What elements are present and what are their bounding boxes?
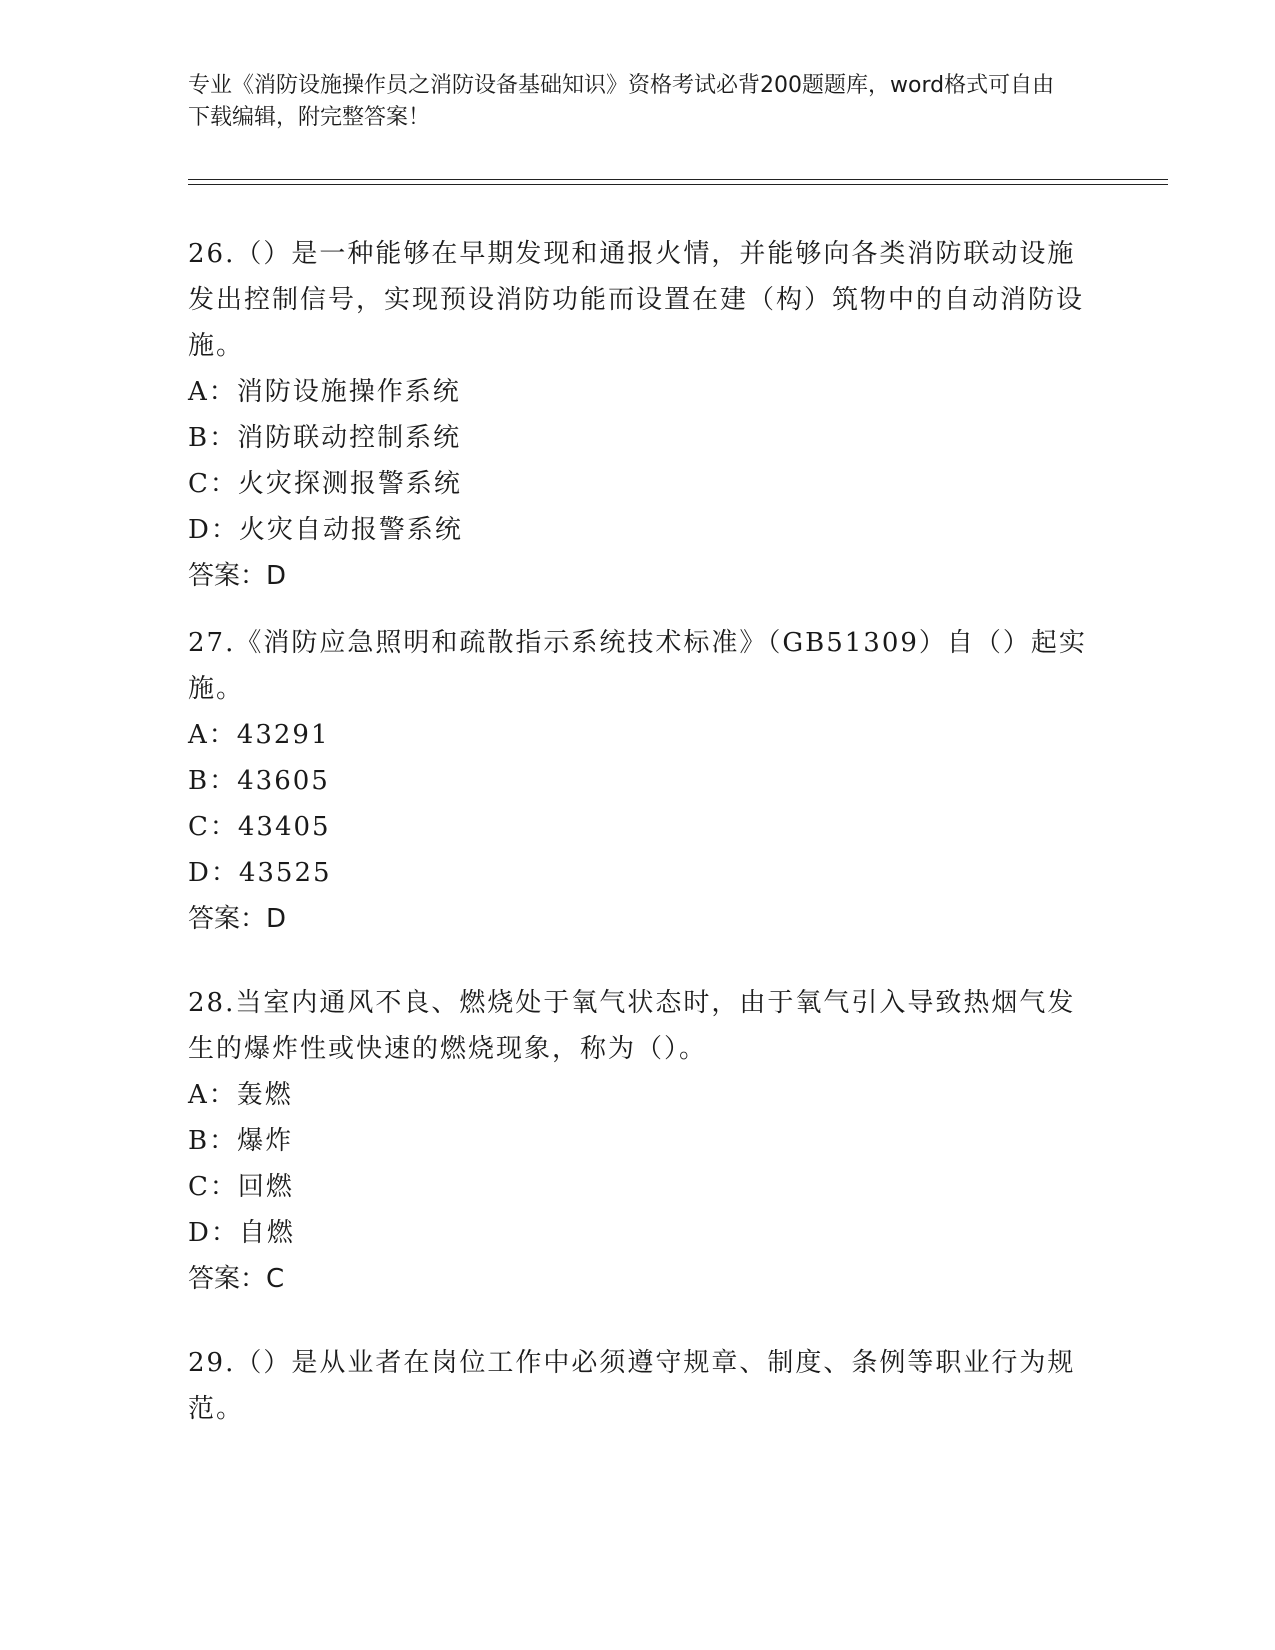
answer: 答案：D [188,904,287,934]
question-28 [188,980,1088,1302]
option-d: D：自燃 [188,1218,295,1248]
question-26 [188,231,1088,599]
option-a: A：43291 [188,720,330,750]
option-d: D：火灾自动报警系统 [188,515,463,545]
option-b: B：爆炸 [188,1126,294,1156]
option-c: C：火灾探测报警系统 [188,469,462,499]
option-a: A：消防设施操作系统 [188,377,461,407]
document-header: 专业《消防设施操作员之消防设备基础知识》资格考试必背200题题库，word格式可自由下载编辑，附完整答案！ [188,73,1055,130]
option-d: D：43525 [188,858,332,888]
header-divider-top [188,179,1168,180]
option-c: C：回燃 [188,1172,294,1202]
header-divider-bottom [188,184,1168,185]
option-b: B：43605 [188,766,330,796]
question-stem: 29.（）是从业者在岗位工作中必须遵守规章、制度、条例等职业行为规范。 [188,1348,1076,1424]
question-stem: 27.《消防应急照明和疏散指示系统技术标准》（GB51309）自（）起实施。 [188,628,1087,704]
question-stem: 26.（）是一种能够在早期发现和通报火情，并能够向各类消防联动设施发出控制信号，实现预设消防功能而设置在建（构）筑物中的自动消防设施。 [188,239,1085,361]
question-stem: 28.当室内通风不良、燃烧处于氧气状态时，由于氧气引入导致热烟气发生的爆炸性或快速的燃烧现象，称为（）。 [188,988,1076,1064]
option-a: A：轰燃 [188,1080,293,1110]
option-b: B：消防联动控制系统 [188,423,462,453]
question-29 [188,1340,1088,1432]
question-27 [188,620,1088,942]
answer: 答案：D [188,561,287,591]
answer: 答案：C [188,1264,285,1294]
option-c: C：43405 [188,812,331,842]
